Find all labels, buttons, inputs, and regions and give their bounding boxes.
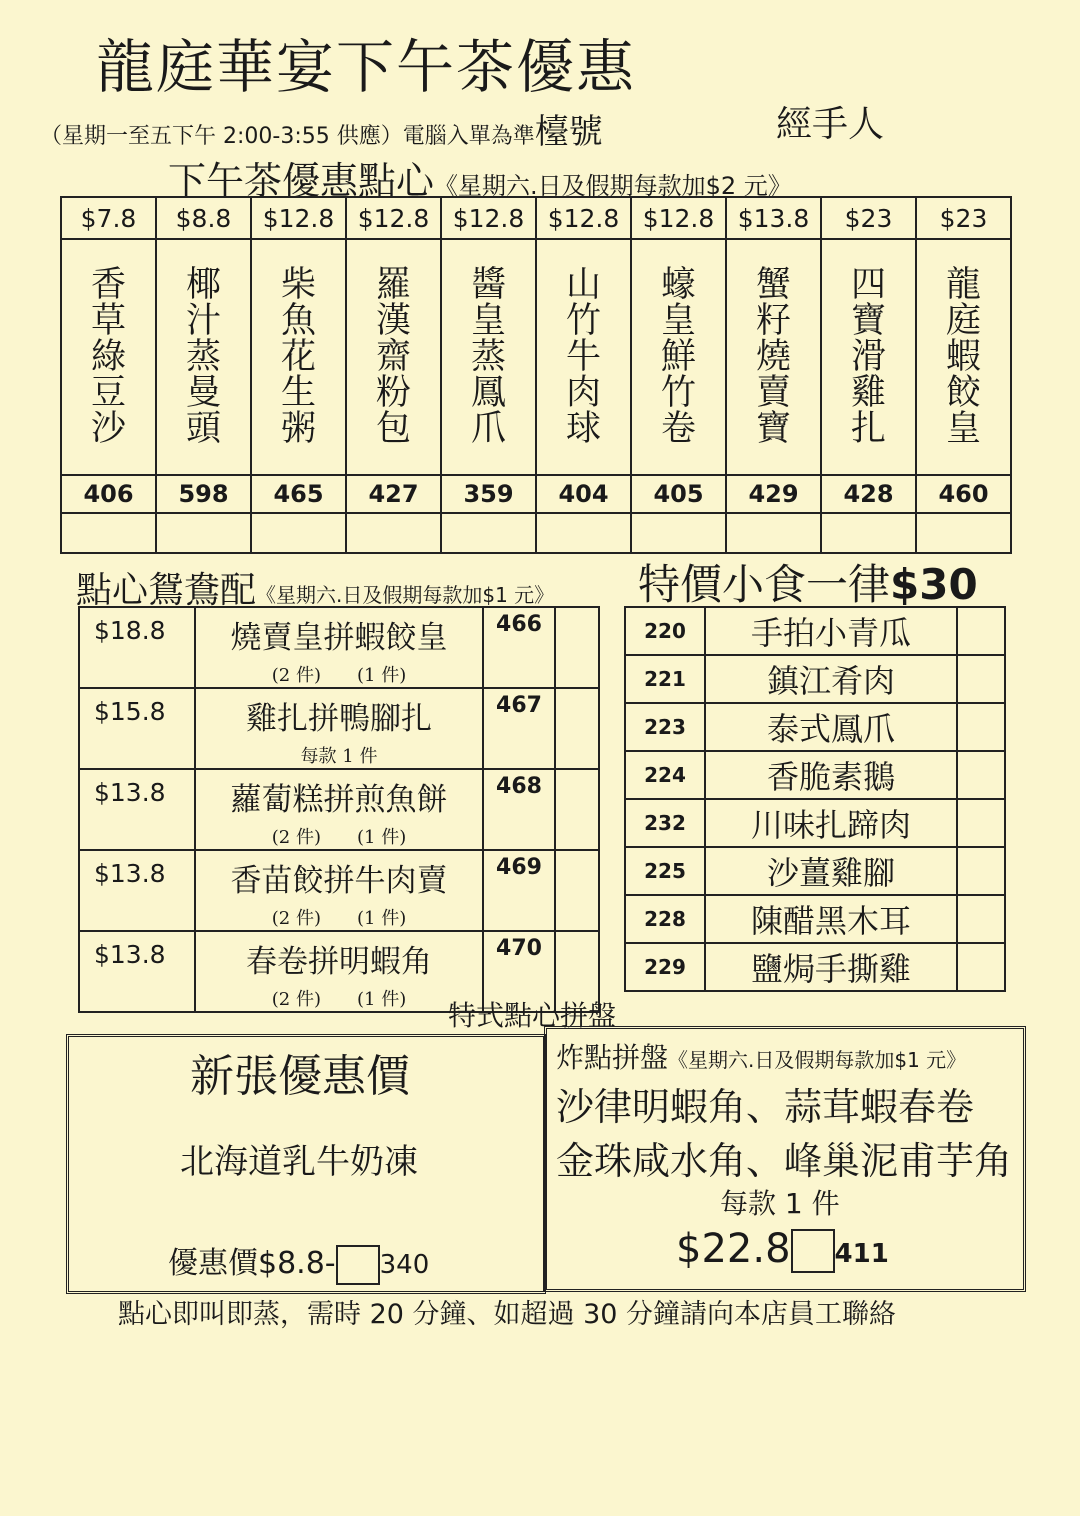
combo-code: 469 (483, 850, 555, 931)
snack-name: 香脆素鵝 (705, 751, 957, 799)
dimsum-price: $13.8 (726, 197, 821, 239)
quantity-cell[interactable] (957, 799, 1005, 847)
combo-code: 466 (483, 607, 555, 688)
snack-name: 鹽焗手撕雞 (705, 943, 957, 991)
combo-sub: (2 件) (1 件) (271, 665, 407, 686)
table-row (79, 688, 599, 769)
snack-name: 川味扎蹄肉 (705, 799, 957, 847)
combo-name: 蘿蔔糕拼煎魚餅 (230, 782, 448, 818)
dimsum-price: $12.8 (441, 197, 536, 239)
table-row (625, 895, 1005, 943)
dimsum-name: 柴魚花生粥 (280, 265, 316, 449)
dimsum-name: 香草綠豆沙 (90, 265, 126, 449)
dimsum-name-cell (726, 239, 821, 475)
quantity-cell[interactable] (61, 513, 156, 553)
quantity-cell[interactable] (957, 655, 1005, 703)
dimsum-price: $23 (916, 197, 1011, 239)
snack-code: 232 (625, 799, 705, 847)
dimsum-code: 429 (726, 475, 821, 513)
combo-price: $13.8 (79, 769, 195, 850)
new-offer-price: 優惠價$8.8- (168, 1246, 336, 1281)
service-hours-line (40, 104, 603, 153)
dimsum-name-cell (441, 239, 536, 475)
table-row (625, 943, 1005, 991)
snack-name: 手拍小青瓜 (705, 607, 957, 655)
quantity-cell[interactable] (821, 513, 916, 553)
table-row (625, 607, 1005, 655)
table-row (79, 607, 599, 688)
combo-price: $13.8 (79, 931, 195, 1012)
quantity-cell[interactable] (957, 895, 1005, 943)
handler-label: 經手人 (776, 104, 885, 145)
snack-code: 220 (625, 607, 705, 655)
fried-price: $22.8 (676, 1226, 791, 1272)
fried-note: 《星期六.日及假期每款加$1 元》 (668, 1048, 967, 1072)
quantity-cell[interactable] (957, 847, 1005, 895)
table-number-label: 檯號 (534, 112, 603, 152)
combo-name: 春卷拼明蝦角 (246, 944, 432, 980)
dimsum-name-cell (821, 239, 916, 475)
combo-name-cell (195, 850, 483, 931)
snack-code: 225 (625, 847, 705, 895)
snack-code: 228 (625, 895, 705, 943)
combo-price: $18.8 (79, 607, 195, 688)
fried-price-line (676, 1226, 889, 1273)
combo-name-cell (195, 931, 483, 1012)
quantity-cell[interactable] (536, 513, 631, 553)
snack-code: 221 (625, 655, 705, 703)
fried-items-line-1: 沙律明蝦角、蒜茸蝦春卷 (556, 1085, 975, 1129)
dimsum-code: 427 (346, 475, 441, 513)
snack-name: 沙薑雞腳 (705, 847, 957, 895)
dimsum-name-cell (536, 239, 631, 475)
dimsum-code: 405 (631, 475, 726, 513)
quantity-cell[interactable] (957, 751, 1005, 799)
fried-quantity-note: 每款 1 件 (720, 1187, 840, 1220)
dimsum-code: 406 (61, 475, 156, 513)
combo-price: $13.8 (79, 850, 195, 931)
combo-name-cell (195, 607, 483, 688)
dimsum-price: $23 (821, 197, 916, 239)
dimsum-price: $12.8 (631, 197, 726, 239)
dimsum-code: 598 (156, 475, 251, 513)
new-offer-code: 340 (379, 1250, 430, 1280)
snack-name: 陳醋黑木耳 (705, 895, 957, 943)
dimsum-code: 465 (251, 475, 346, 513)
table-row (625, 847, 1005, 895)
fried-platter-heading (556, 1036, 966, 1076)
dimsum-name-cell (156, 239, 251, 475)
combo-sub: (2 件) (1 件) (271, 827, 407, 848)
dimsum-name: 蟹籽燒賣寶 (755, 265, 791, 449)
snack-code: 229 (625, 943, 705, 991)
dimsum-table (60, 196, 1012, 554)
dimsum-name-cell (61, 239, 156, 475)
dimsum-name-cell (631, 239, 726, 475)
quantity-cell[interactable] (957, 943, 1005, 991)
dimsum-name: 椰汁蒸曼頭 (185, 265, 221, 449)
fried-title: 炸點拼盤 (556, 1041, 669, 1074)
quantity-cell[interactable] (555, 769, 599, 850)
combo-name-cell (195, 688, 483, 769)
quantity-cell[interactable] (346, 513, 441, 553)
dimsum-code: 460 (916, 475, 1011, 513)
fried-items-line-2: 金珠咸水角、峰巢泥甫芋角 (556, 1139, 1013, 1183)
footer-note: 點心即叫即蒸，需時 20 分鐘、如超過 30 分鐘請向本店員工聯絡 (118, 1299, 897, 1330)
table-row (625, 799, 1005, 847)
new-offer-item: 北海道乳牛奶凍 (180, 1142, 418, 1182)
new-offer-price-line (168, 1238, 429, 1285)
combo-sub: (2 件) (1 件) (271, 989, 407, 1010)
dimsum-name-cell (251, 239, 346, 475)
dimsum-name-cell (916, 239, 1011, 475)
combo-name: 香苗餃拼牛肉賣 (230, 863, 448, 899)
combo-name: 燒賣皇拼蝦餃皇 (230, 620, 448, 656)
dimsum-code: 404 (536, 475, 631, 513)
service-hours: （星期一至五下午 2:00-3:55 供應）電腦入單為準 (40, 124, 535, 149)
quantity-cell[interactable] (957, 703, 1005, 751)
combo-name: 雞扎拼鴨腳扎 (246, 701, 432, 737)
dimsum-name: 四寶滑雞扎 (850, 265, 886, 449)
combo-name-cell (195, 769, 483, 850)
table-row (79, 769, 599, 850)
dimsum-price: $8.8 (156, 197, 251, 239)
combo-code: 468 (483, 769, 555, 850)
combo-code: 470 (483, 931, 555, 1012)
dimsum-price: $12.8 (251, 197, 346, 239)
fried-quantity-box[interactable] (791, 1229, 835, 1273)
dimsum-price: $12.8 (346, 197, 441, 239)
combo-sub: 每款 1 件 (300, 746, 378, 767)
snack-name: 鎮江肴肉 (705, 655, 957, 703)
snack-code: 224 (625, 751, 705, 799)
quantity-cell[interactable] (441, 513, 536, 553)
dimsum-code: 428 (821, 475, 916, 513)
snack-name: 泰式鳳爪 (705, 703, 957, 751)
quantity-cell[interactable] (156, 513, 251, 553)
new-offer-quantity-box[interactable] (336, 1245, 380, 1285)
quantity-cell[interactable] (555, 850, 599, 931)
combo-sub: (2 件) (1 件) (271, 908, 407, 929)
page-title: 龍庭華宴下午茶優惠 (96, 33, 637, 101)
dimsum-price: $12.8 (536, 197, 631, 239)
quantity-cell[interactable] (555, 688, 599, 769)
quantity-cell[interactable] (916, 513, 1011, 553)
quantity-cell[interactable] (251, 513, 346, 553)
platter-heading: 特式點心拼盤 (448, 999, 617, 1032)
combo-table (78, 606, 600, 1013)
quantity-cell[interactable] (555, 607, 599, 688)
table-row (625, 703, 1005, 751)
dimsum-code: 359 (441, 475, 536, 513)
dimsum-price: $7.8 (61, 197, 156, 239)
dimsum-name: 羅漢齋粉包 (375, 265, 411, 449)
dimsum-note: 《星期六.日及假期每款加$2 元》 (434, 172, 792, 200)
new-offer-title: 新張優惠價 (190, 1051, 410, 1102)
snack-table (624, 606, 1006, 992)
table-row (625, 655, 1005, 703)
quantity-cell[interactable] (957, 607, 1005, 655)
combo-heading: 點心鴛鴦配 (76, 570, 257, 611)
table-row (625, 751, 1005, 799)
quantity-cell[interactable] (631, 513, 726, 553)
combo-note: 《星期六.日及假期每款加$1 元》 (256, 583, 555, 607)
dimsum-name-cell (346, 239, 441, 475)
snack-section-heading (638, 552, 978, 612)
fried-code: 411 (834, 1239, 889, 1269)
table-row (79, 850, 599, 931)
combo-price: $15.8 (79, 688, 195, 769)
snack-code: 223 (625, 703, 705, 751)
dimsum-name: 醬皇蒸鳳爪 (470, 265, 506, 449)
snack-heading: 特價小食一律 (638, 560, 891, 609)
combo-code: 467 (483, 688, 555, 769)
dimsum-name: 山竹牛肉球 (565, 265, 601, 449)
dimsum-heading: 下午茶優惠點心 (168, 159, 435, 203)
dimsum-name: 龍庭蝦餃皇 (945, 265, 981, 449)
dimsum-name: 蠔皇鮮竹卷 (660, 265, 696, 449)
quantity-cell[interactable] (726, 513, 821, 553)
snack-price: $30 (890, 560, 978, 609)
